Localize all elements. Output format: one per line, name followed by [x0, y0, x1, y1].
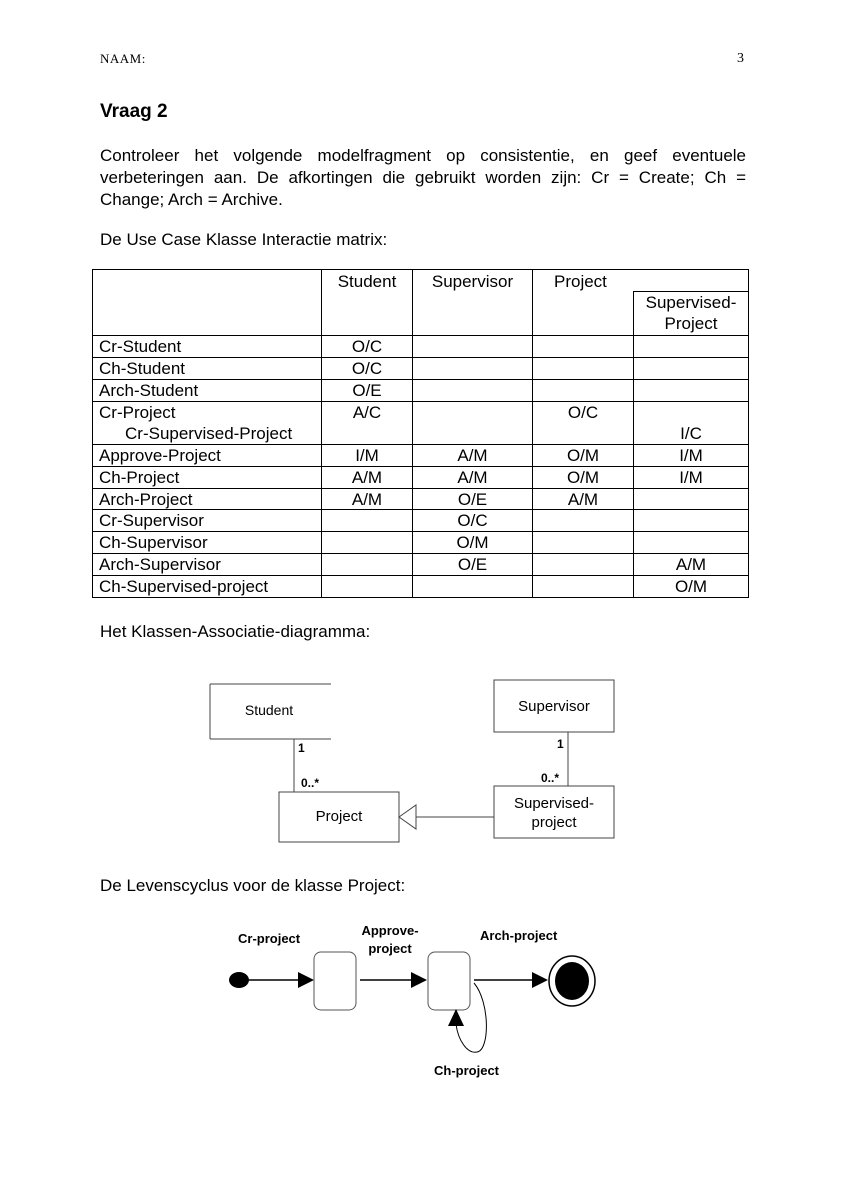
matrix-cell: O/M — [674, 577, 708, 596]
archive-transition-label: Arch-project — [480, 928, 558, 943]
arrow-head-icon — [448, 1009, 464, 1026]
project-class-label: Project — [315, 808, 363, 825]
column-divider — [532, 269, 533, 598]
intro-line: Change; Arch = Archive. — [100, 190, 283, 209]
matrix-cell: I/M — [355, 446, 379, 465]
matrix-cell: O/M — [566, 468, 600, 487]
approve-transition-label-line1: Approve- — [361, 923, 419, 938]
row-label: Arch-Student — [99, 381, 199, 400]
matrix-cell: O/E — [352, 381, 382, 400]
class-association-diagram — [205, 672, 625, 847]
multiplicity-student-one: 1 — [298, 741, 305, 755]
row-label: Ch-Student — [99, 359, 185, 378]
supervisor-class-box — [494, 680, 614, 732]
row-label: Arch-Supervisor — [99, 555, 221, 574]
intro-line: verbeteringen aan. De afkortingen die gebruikt worden zijn: Cr = Create; Ch = — [100, 168, 746, 187]
matrix-cell: O/E — [457, 555, 488, 574]
class-diagram-heading: Het Klassen-Associatie-diagramma: — [100, 622, 371, 641]
row-divider — [92, 335, 749, 336]
supervised-project-class-box — [494, 786, 614, 838]
matrix-cell: I/M — [679, 446, 703, 465]
matrix-cell: O/C — [567, 403, 599, 422]
student-class-label: Student — [244, 702, 294, 718]
row-sublabel: Cr-Supervised-Project — [125, 424, 293, 443]
row-label: Ch-Supervised-project — [99, 577, 269, 596]
matrix-cell: O/C — [457, 511, 488, 530]
approve-transition-label-line2: project — [368, 941, 412, 956]
supervised-project-label-line2: project — [531, 814, 577, 831]
start-node-icon — [229, 972, 249, 988]
table-border — [748, 269, 749, 598]
name-label: NAAM: — [100, 51, 146, 66]
arrow-head-icon — [298, 972, 314, 988]
table-border — [92, 269, 749, 270]
row-label: Ch-Supervisor — [99, 533, 208, 552]
column-header-supervisor: Supervisor — [431, 272, 514, 291]
multiplicity-student-many: 0..* — [301, 776, 320, 790]
matrix-cell: O/C — [351, 337, 383, 356]
matrix-cell: O/M — [456, 533, 489, 552]
matrix-cell: I/M — [679, 468, 703, 487]
column-header-student: Student — [337, 272, 397, 291]
matrix-cell: O/M — [566, 446, 600, 465]
row-label: Cr-Project — [99, 403, 176, 422]
interaction-matrix — [92, 269, 749, 598]
arrow-head-icon — [411, 972, 427, 988]
matrix-cell: A/M — [457, 446, 488, 465]
row-label: Ch-Project — [99, 468, 180, 487]
row-label: Cr-Student — [99, 337, 182, 356]
matrix-heading: De Use Case Klasse Interactie matrix: — [100, 230, 388, 249]
question-title: Vraag 2 — [100, 101, 168, 122]
matrix-cell: I/C — [680, 424, 702, 443]
matrix-cell: A/M — [567, 490, 599, 509]
row-label: Cr-Supervisor — [99, 511, 204, 530]
change-transition — [456, 983, 486, 1052]
column-header-project: Project — [554, 272, 607, 291]
supervisor-class-label: Supervisor — [518, 698, 590, 715]
row-label: Approve-Project — [99, 446, 221, 465]
page-number: 3 — [737, 51, 744, 66]
matrix-cell: O/E — [457, 490, 488, 509]
matrix-cell: O/C — [351, 359, 383, 378]
question-intro — [100, 145, 746, 211]
row-divider — [92, 357, 749, 358]
lifecycle-diagram — [222, 920, 597, 1085]
multiplicity-supervisor-many: 0..* — [541, 771, 560, 785]
generalization-arrow-icon — [399, 805, 416, 829]
state-box — [428, 952, 470, 1010]
matrix-cell: A/M — [457, 468, 488, 487]
multiplicity-supervisor-one: 1 — [557, 737, 564, 751]
state-box — [314, 952, 356, 1010]
supervised-project-label-line1: Supervised- — [513, 795, 595, 812]
arrow-head-icon — [532, 972, 548, 988]
table-border — [92, 269, 93, 598]
end-node-icon — [549, 956, 595, 1006]
matrix-cell: A/M — [351, 490, 383, 509]
change-transition-label: Ch-project — [434, 1063, 499, 1078]
project-class-box — [279, 792, 399, 842]
column-header-supervised-project: Supervised- Project — [645, 293, 737, 333]
matrix-cell: A/M — [675, 555, 707, 574]
matrix-cell: A/C — [352, 403, 382, 422]
student-class-box — [210, 684, 331, 739]
row-label: Arch-Project — [99, 490, 193, 509]
column-divider — [321, 269, 322, 598]
lifecycle-heading: De Levenscyclus voor de klasse Project: — [100, 876, 406, 895]
intro-line: Controleer het volgende modelfragment op consistentie, en geef eventuele — [100, 146, 746, 165]
matrix-cell: A/M — [351, 468, 383, 487]
create-transition-label: Cr-project — [238, 931, 301, 946]
